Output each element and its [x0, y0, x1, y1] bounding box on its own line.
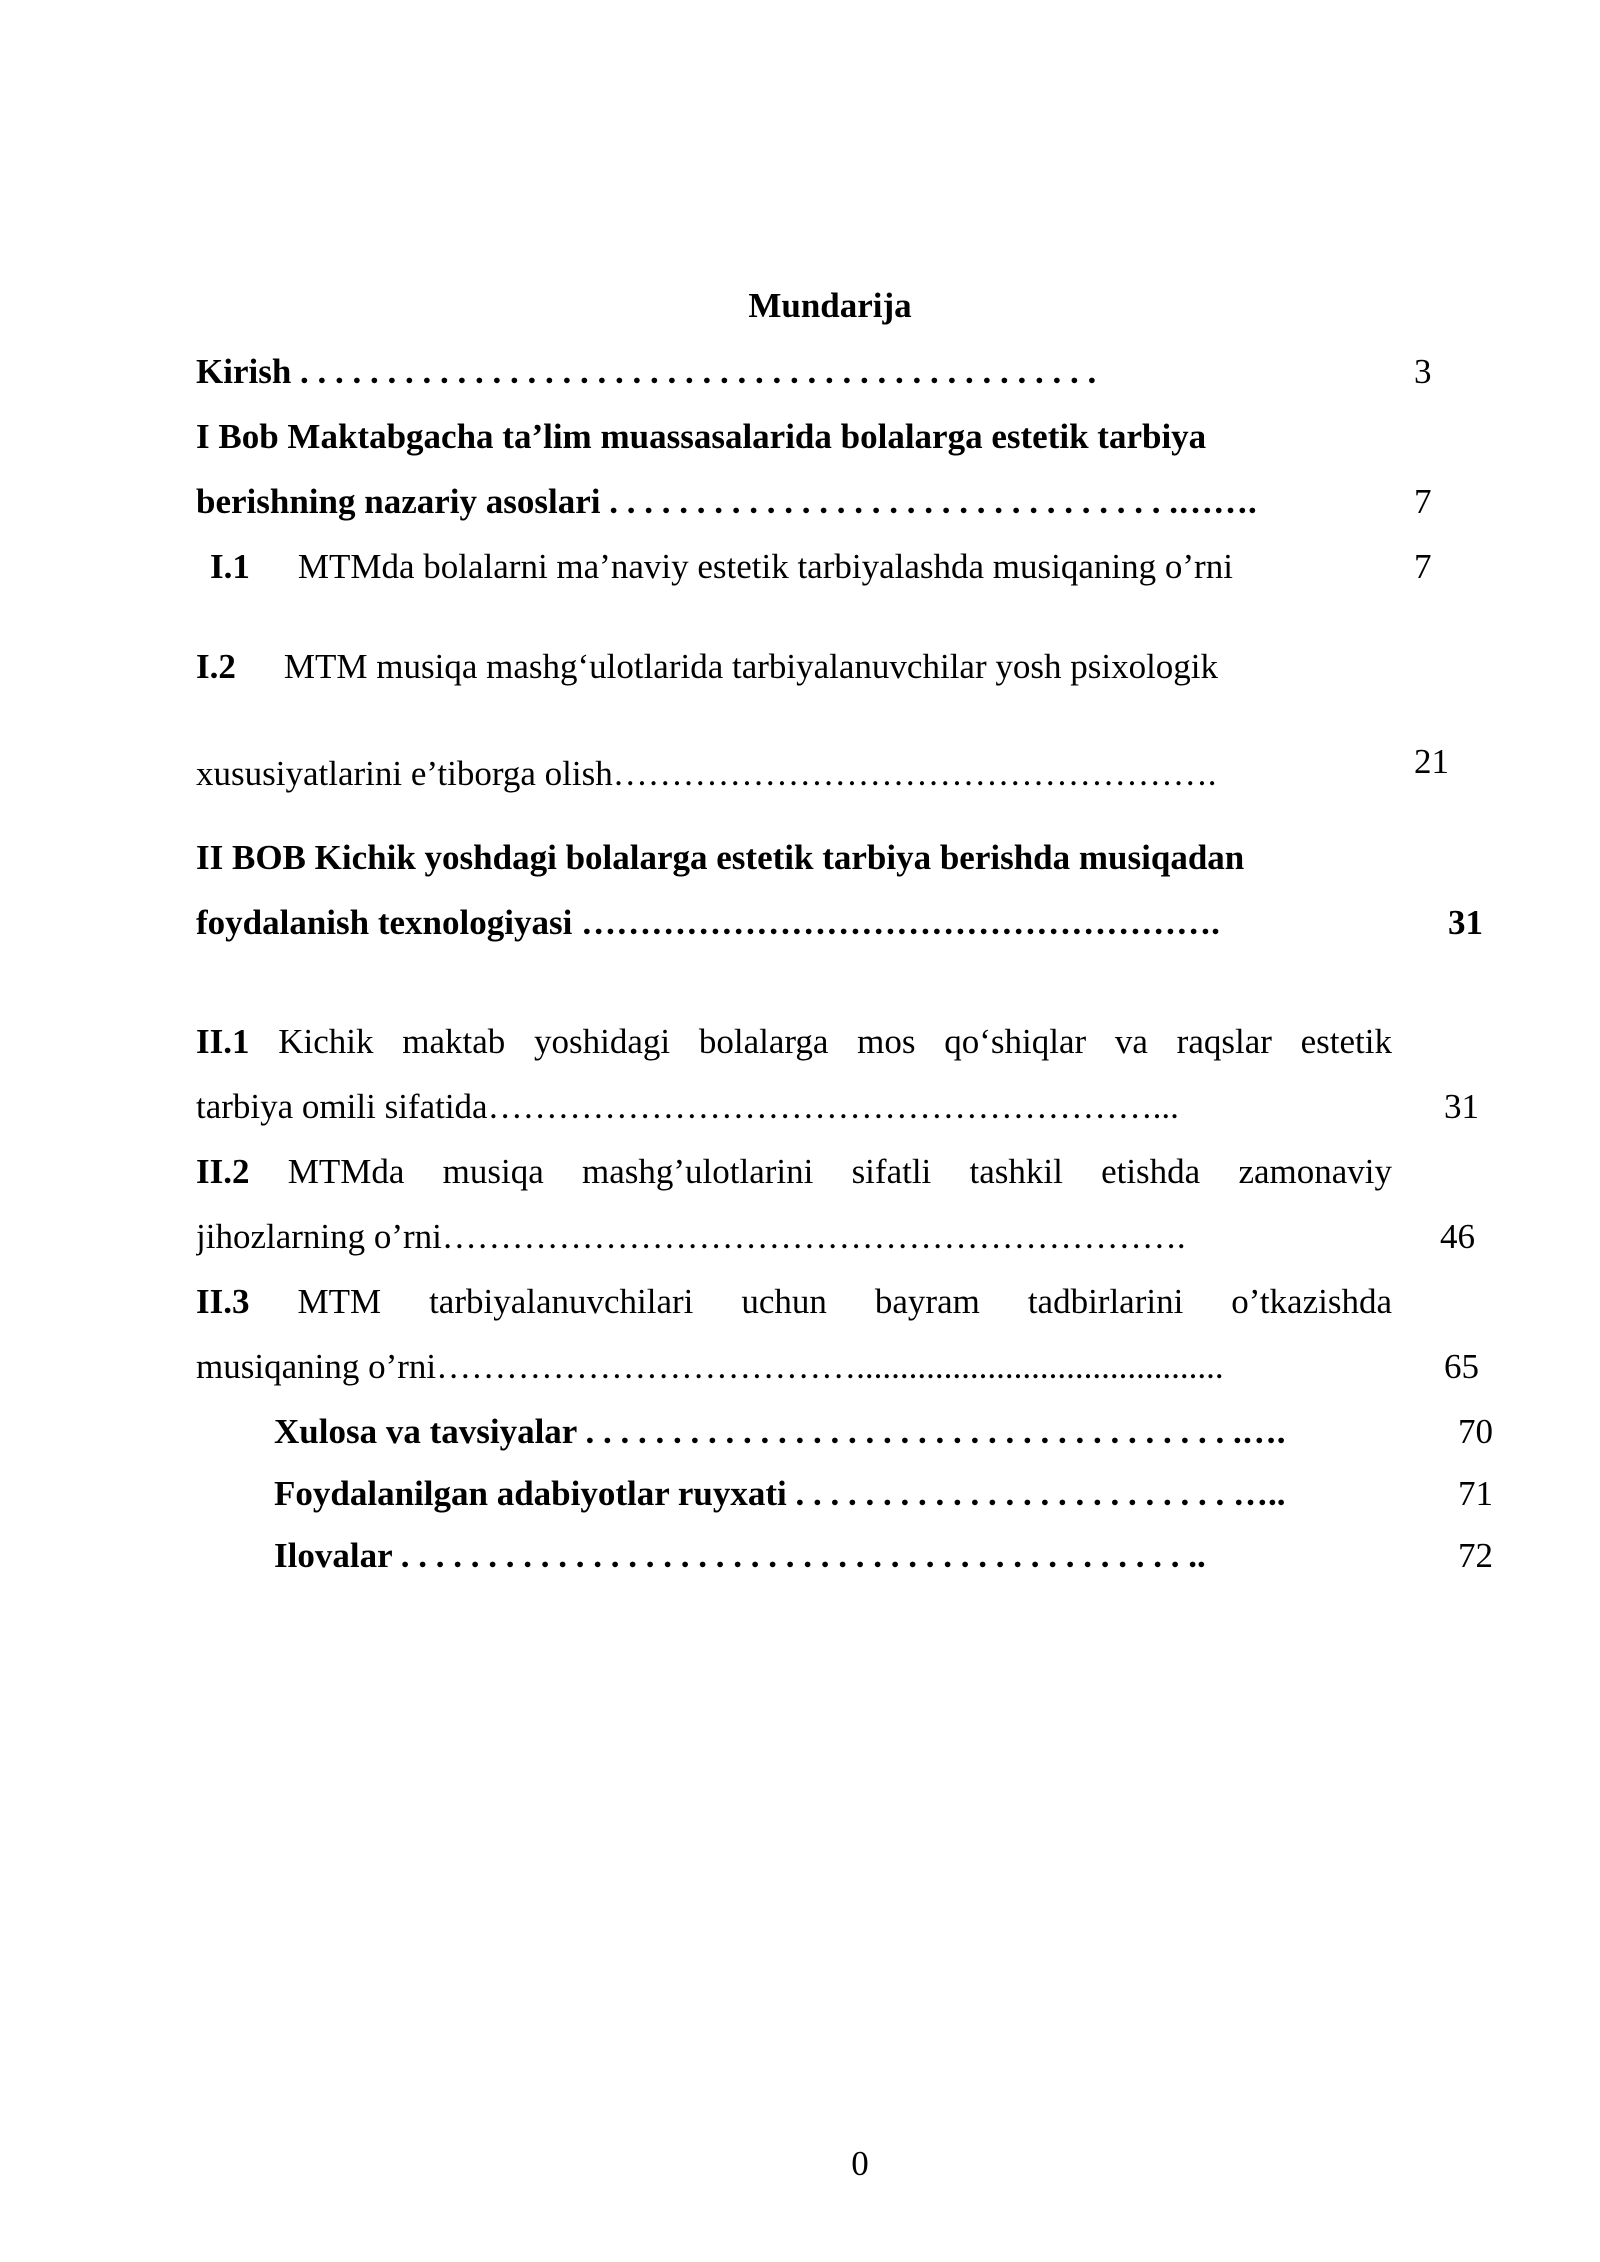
toc-entry-2-2-line1[interactable] — [196, 1150, 1392, 1194]
toc-entry-2-1-line1[interactable] — [196, 1020, 1392, 1064]
toc-page-xulosa: 70 — [1458, 1412, 1493, 1451]
toc-entry-bob1-line2[interactable]: berishning nazariy asoslari . . . . . . . . . . . . . . . . . . . . . . . . . . . . . . . . .……. — [196, 482, 1257, 521]
toc-entry-2-3-line2[interactable]: musiqaning o’rni……………………………….......................................... — [196, 1347, 1224, 1386]
toc-page-bob2: 31 — [1448, 903, 1483, 942]
section-title: MTM musiqa mashg‘ulotlarida tarbiyalanuvchilar yosh psixologik — [283, 647, 1219, 686]
toc-entry-xulosa[interactable]: Xulosa va tavsiyalar . . . . . . . . . . . . . . . . . . . . . . . . . . . . . . . . . . . . . .…. — [274, 1412, 1286, 1451]
toc-entry-2-2-line2[interactable]: jihozlarning o’rni………………………………………………………. — [196, 1217, 1186, 1256]
toc-page-1-1: 7 — [1414, 547, 1432, 586]
section-title: MTMda bolalarni ma’naviy estetik tarbiyalashda musiqaning o’rni — [297, 547, 1233, 586]
toc-entry-1-2-line1[interactable] — [196, 645, 1386, 689]
section-number: II.2 — [196, 1152, 250, 1191]
toc-entry-bob1-line1[interactable]: I Bob Maktabgacha ta’lim muassasalarida bolalarga estetik tarbiya — [196, 417, 1207, 456]
toc-entry-bob2-line1[interactable]: II BOB Kichik yoshdagi bolalarga estetik tarbiya berishda musiqadan — [196, 838, 1245, 877]
toc-entry-adabiyotlar[interactable]: Foydalanilgan adabiyotlar ruyxati . . . . . . . . . . . . . . . . . . . . . . . . . ….. — [274, 1474, 1286, 1513]
toc-entry-bob2-line2[interactable]: foydalanish texnologiyasi ………………………………………………. — [196, 903, 1220, 942]
toc-page-adabiyotlar: 71 — [1458, 1474, 1493, 1513]
toc-page-kirish: 3 — [1414, 352, 1432, 391]
toc-entry-2-3-line1[interactable] — [196, 1280, 1392, 1324]
section-title: Kichik maktab yoshidagi bolalarga mos qo‘shiqlar va raqslar estetik — [278, 1022, 1392, 1061]
toc-page-2-1: 31 — [1444, 1087, 1479, 1126]
section-number: II.3 — [196, 1282, 250, 1321]
toc-title: Mundarija — [748, 286, 912, 325]
page-number-footer: 0 — [851, 2144, 869, 2183]
toc-page-1-2: 21 — [1414, 742, 1449, 781]
toc-page-bob1: 7 — [1414, 482, 1432, 521]
toc-entry-1-1[interactable] — [210, 545, 1400, 589]
toc-entry-ilovalar[interactable]: Ilovalar . . . . . . . . . . . . . . . . . . . . . . . . . . . . . . . . . . . . . . . . . . . . . .. — [274, 1536, 1206, 1575]
toc-entry-2-1-line2[interactable]: tarbiya omili sifatida…………………………………………………... — [196, 1087, 1179, 1126]
toc-entry-1-2-line2[interactable]: xususiyatlarini e’tiborga olish……………………………………………. — [196, 754, 1217, 793]
toc-page-2-2: 46 — [1440, 1217, 1475, 1256]
section-number: I.2 — [196, 647, 236, 686]
toc-page-ilovalar: 72 — [1458, 1536, 1493, 1575]
section-title: MTM tarbiyalanuvchilari uchun bayram tadbirlarini o’tkazishda — [297, 1282, 1392, 1321]
section-number: II.1 — [196, 1022, 250, 1061]
section-title: MTMda musiqa mashg’ulotlarini sifatli tashkil etishda zamonaviy — [287, 1152, 1392, 1191]
toc-page-2-3: 65 — [1444, 1347, 1479, 1386]
toc-entry-kirish[interactable]: Kirish . . . . . . . . . . . . . . . . . . . . . . . . . . . . . . . . . . . . . . . . . . . . . . — [196, 352, 1097, 391]
section-number: I.1 — [210, 547, 250, 586]
